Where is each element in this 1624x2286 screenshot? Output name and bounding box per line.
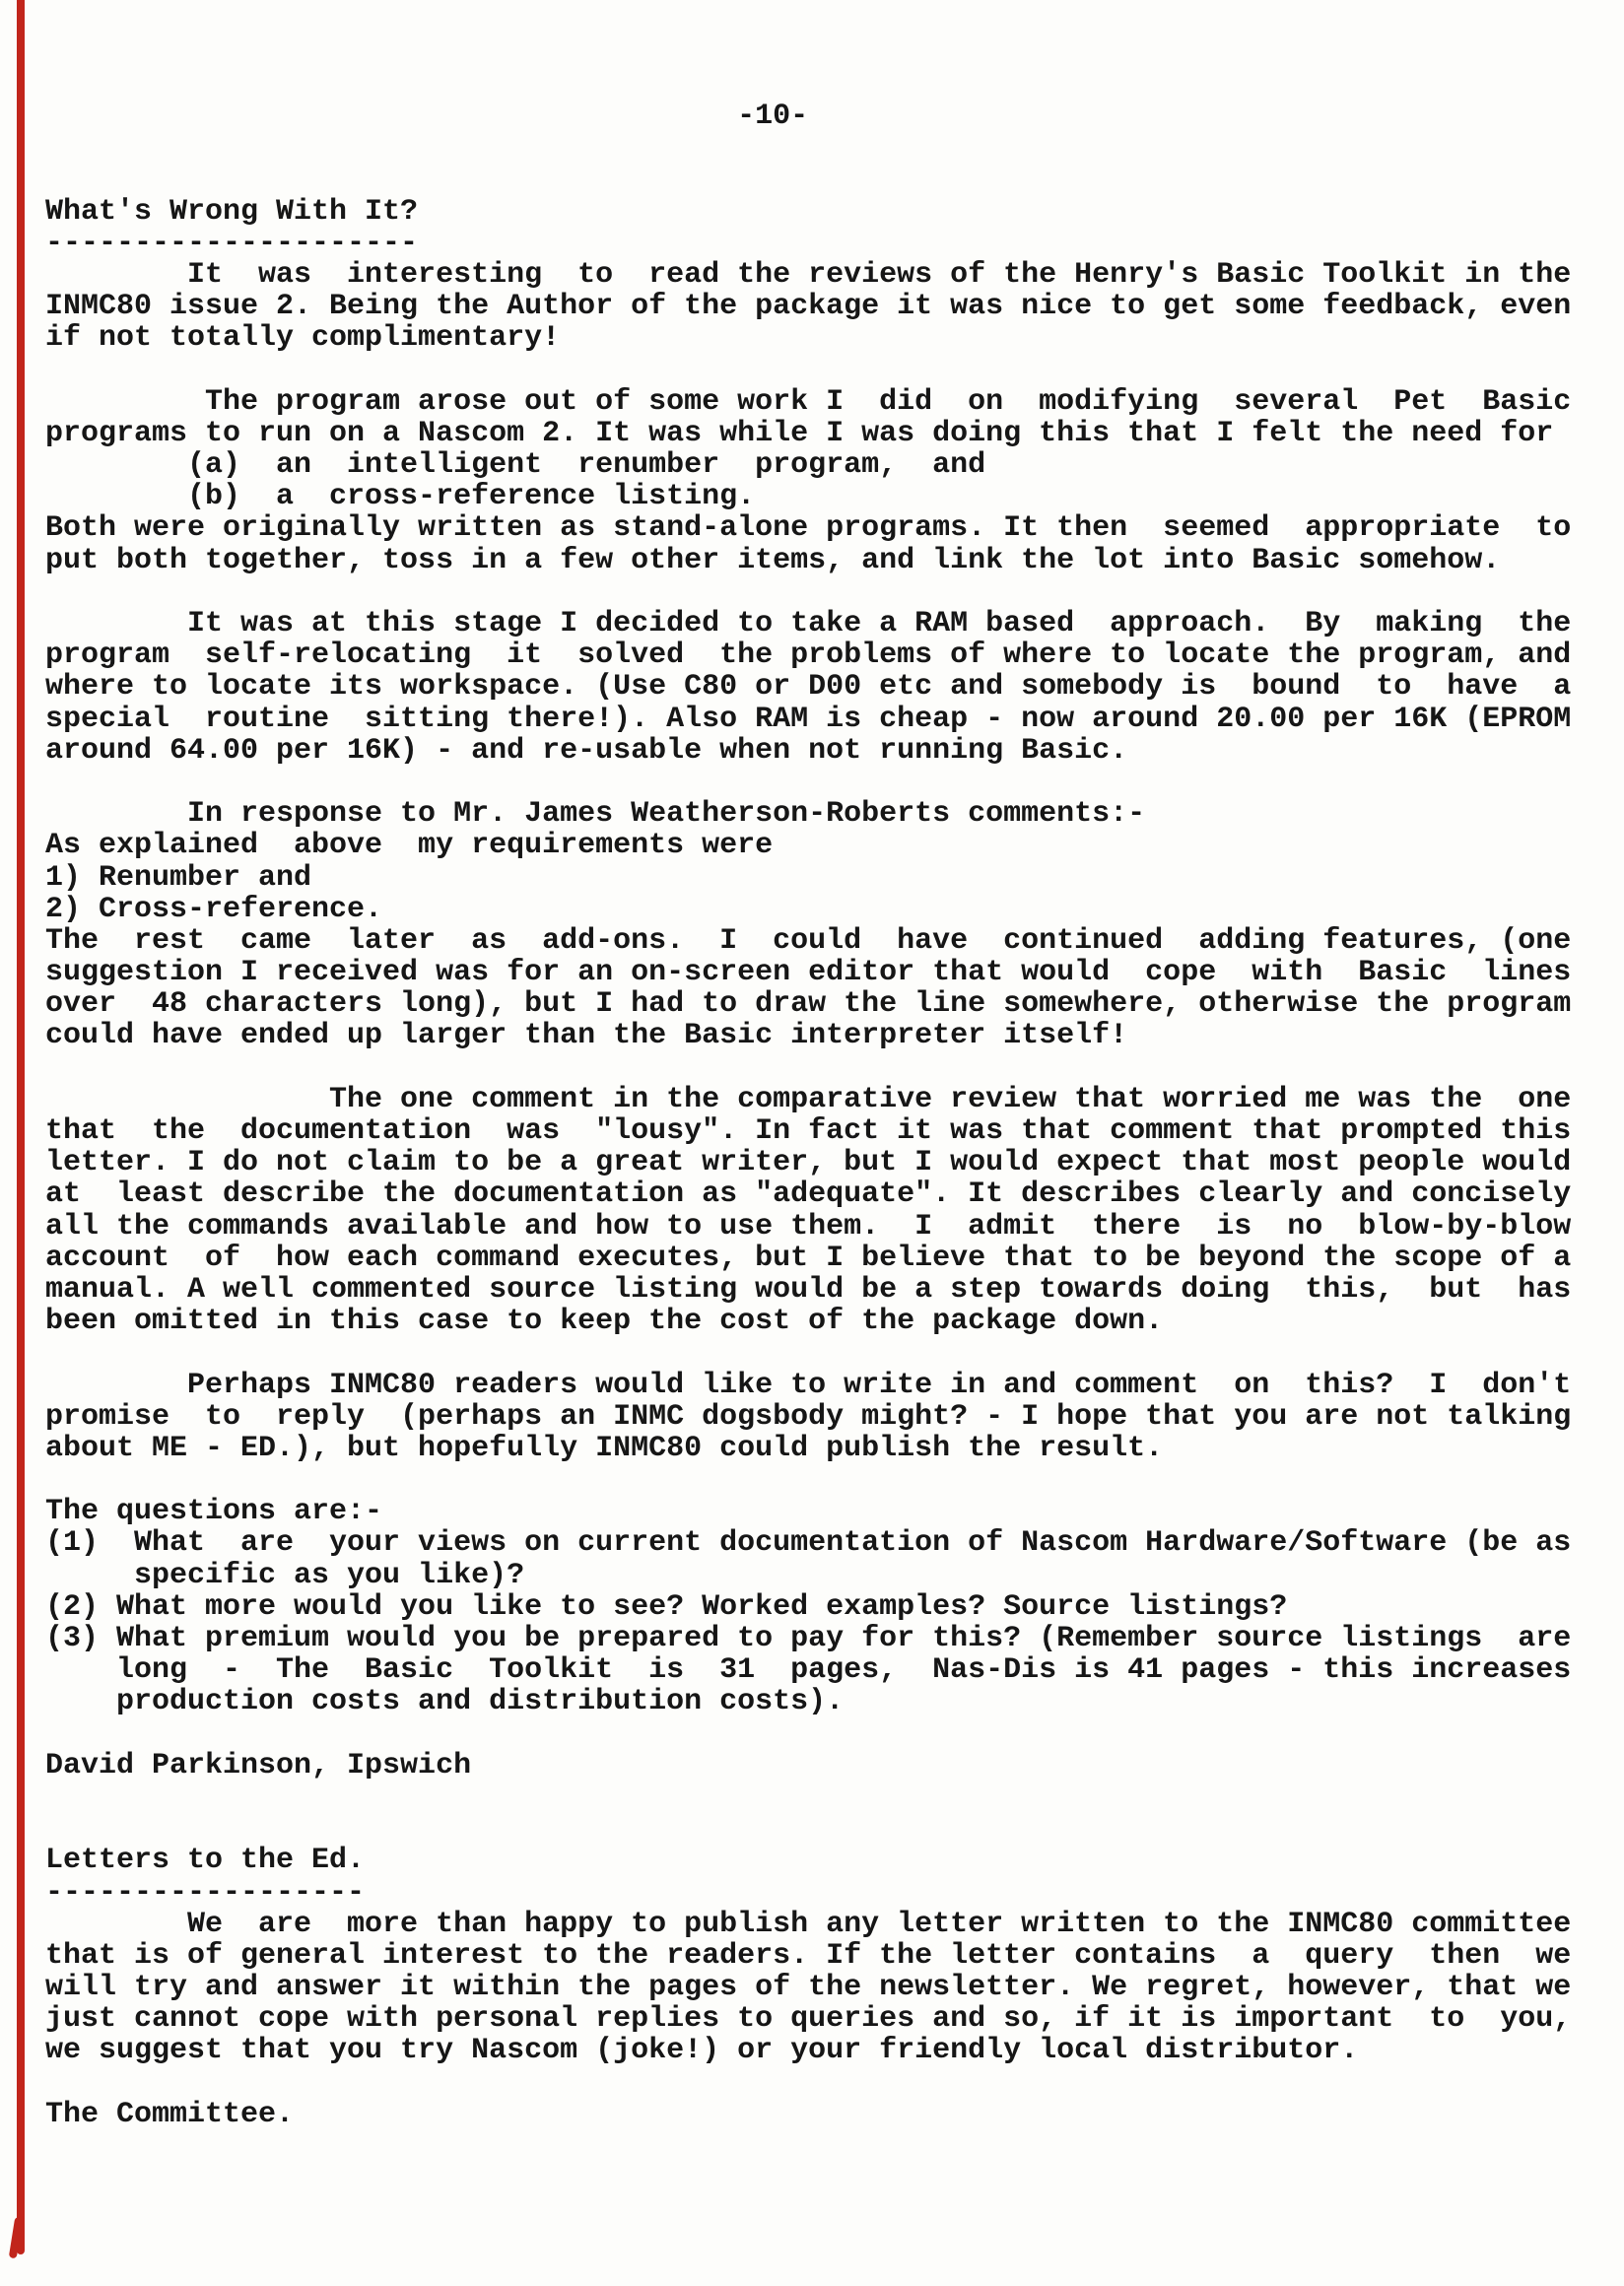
text-line: put both together, toss in a few other items, and link the lot into Basic somehow. xyxy=(45,543,1501,577)
text-line: that the documentation was "lousy". In fact it was that comment that prompted this xyxy=(45,1114,1572,1148)
text-line: about ME - ED.), but hopefully INMC80 could publish the result. xyxy=(45,1431,1164,1465)
red-margin-line xyxy=(17,0,25,2254)
page-number: -10- xyxy=(45,100,809,133)
text-line xyxy=(45,1464,1571,1496)
text-line: we suggest that you try Nascom (joke!) or your friendly local distributor. xyxy=(45,2034,1359,2068)
text-line: account of how each command executes, but I believe that to be beyond the scope of a xyxy=(45,1241,1572,1275)
text-line: (3) What premium would you be prepared to pay for this? (Remember source listings are xyxy=(45,1622,1572,1655)
text-line xyxy=(45,576,1571,608)
text-line: could have ended up larger than the Basic interpreter itself! xyxy=(45,1019,1128,1053)
text-line: specific as you like)? xyxy=(45,1558,525,1592)
text-line xyxy=(45,2067,1571,2099)
text-line: long - The Basic Toolkit is 31 pages, Nas-Dis is 41 pages - this increases xyxy=(45,1653,1572,1688)
text-line: been omitted in this case to keep the cost of the package down. xyxy=(45,1305,1164,1339)
text-line: Perhaps INMC80 readers would like to write in and comment on this? I don't xyxy=(45,1368,1572,1402)
red-margin-line-tail xyxy=(9,2217,23,2259)
text-line: (a) an intelligent renumber program, and xyxy=(45,448,986,483)
text-line: As explained above my requirements were xyxy=(45,829,774,863)
text-line xyxy=(45,1718,1571,1750)
text-line: The program arose out of some work I did on modifying several Pet Basic xyxy=(45,384,1572,419)
typewritten-text-block xyxy=(45,101,1571,2130)
text-line: if not totally complimentary! xyxy=(45,321,561,356)
text-line: 1) Renumber and xyxy=(45,860,312,895)
signature-committee: The Committee. xyxy=(45,2097,295,2131)
text-line: It was interesting to read the reviews of the Henry's Basic Toolkit in the xyxy=(45,257,1572,292)
reply-intro-line: In response to Mr. James Weatherson-Roberts comments:- xyxy=(45,797,1146,832)
heading-letters-to-the-ed: Letters to the Ed. xyxy=(45,1844,366,1878)
signature-author: David Parkinson, Ipswich xyxy=(45,1748,472,1782)
text-line: 2) Cross-reference. xyxy=(45,892,383,926)
text-line: Both were originally written as stand-alone programs. It then seemed appropriate to xyxy=(45,511,1572,546)
heading-whats-wrong-with-it: What's Wrong With It? xyxy=(45,194,419,229)
heading-underline: ------------------ xyxy=(45,1875,366,1910)
text-line: letter. I do not claim to be a great writer, but I would expect that most people would xyxy=(45,1146,1572,1180)
text-line: over 48 characters long), but I had to draw the line somewhere, otherwise the program xyxy=(45,987,1572,1022)
text-line xyxy=(45,1337,1571,1369)
text-line: (2) What more would you like to see? Worked examples? Source listings? xyxy=(45,1589,1288,1624)
text-line: The rest came later as add-ons. I could have continued adding features, (one xyxy=(45,923,1572,958)
text-line xyxy=(45,132,1571,164)
text-line: just cannot cope with personal replies to queries and so, if it is important to you, xyxy=(45,2002,1572,2037)
text-line: INMC80 issue 2. Being the Author of the package it was nice to get some feedback, even xyxy=(45,290,1572,324)
text-line: all the commands available and how to use them. I admit there is no blow-by-blow xyxy=(45,1209,1572,1244)
text-line: manual. A well commented source listing would be a step towards doing this, but has xyxy=(45,1272,1572,1307)
text-line xyxy=(45,767,1571,798)
text-line: special routine sitting there!). Also RAM is cheap - now around 20.00 per 16K (EPROM xyxy=(45,702,1572,736)
text-line: The one comment in the comparative review that worried me was the one xyxy=(45,1082,1572,1116)
text-line: program self-relocating it solved the problems of where to locate the program, and xyxy=(45,639,1572,673)
text-line xyxy=(45,1813,1571,1845)
text-line xyxy=(45,355,1571,386)
text-line xyxy=(45,164,1571,195)
text-line: suggestion I received was for an on-screen editor that would cope with Basic lines xyxy=(45,956,1572,990)
text-line: It was at this stage I decided to take a RAM based approach. By making the xyxy=(45,607,1572,640)
text-line: that is of general interest to the readers. If the letter contains a query then we xyxy=(45,1938,1572,1973)
text-line: promise to reply (perhaps an INMC dogsbody might? - I hope that you are not talking xyxy=(45,1399,1572,1434)
text-line: where to locate its workspace. (Use C80 or D00 etc and somebody is bound to have a xyxy=(45,670,1572,705)
text-line: (1) What are your views on current documentation of Nascom Hardware/Software (be as xyxy=(45,1526,1572,1561)
text-line xyxy=(45,1052,1571,1084)
text-line: We are more than happy to publish any letter written to the INMC80 committee xyxy=(45,1907,1572,1941)
text-line: (b) a cross-reference listing. xyxy=(45,480,756,514)
text-line: around 64.00 per 16K) - and re-usable when not running Basic. xyxy=(45,733,1128,768)
heading-underline: --------------------- xyxy=(45,226,419,260)
questions-intro-line: The questions are:- xyxy=(45,1495,383,1529)
text-line xyxy=(45,1782,1571,1813)
text-line: at least describe the documentation as "adequate". It describes clearly and concisely xyxy=(45,1177,1572,1212)
text-line: production costs and distribution costs). xyxy=(45,1685,845,1719)
text-line: will try and answer it within the pages of the newsletter. We regret, however, that we xyxy=(45,1971,1572,2005)
text-line: programs to run on a Nascom 2. It was while I was doing this that I felt the need for xyxy=(45,416,1554,450)
